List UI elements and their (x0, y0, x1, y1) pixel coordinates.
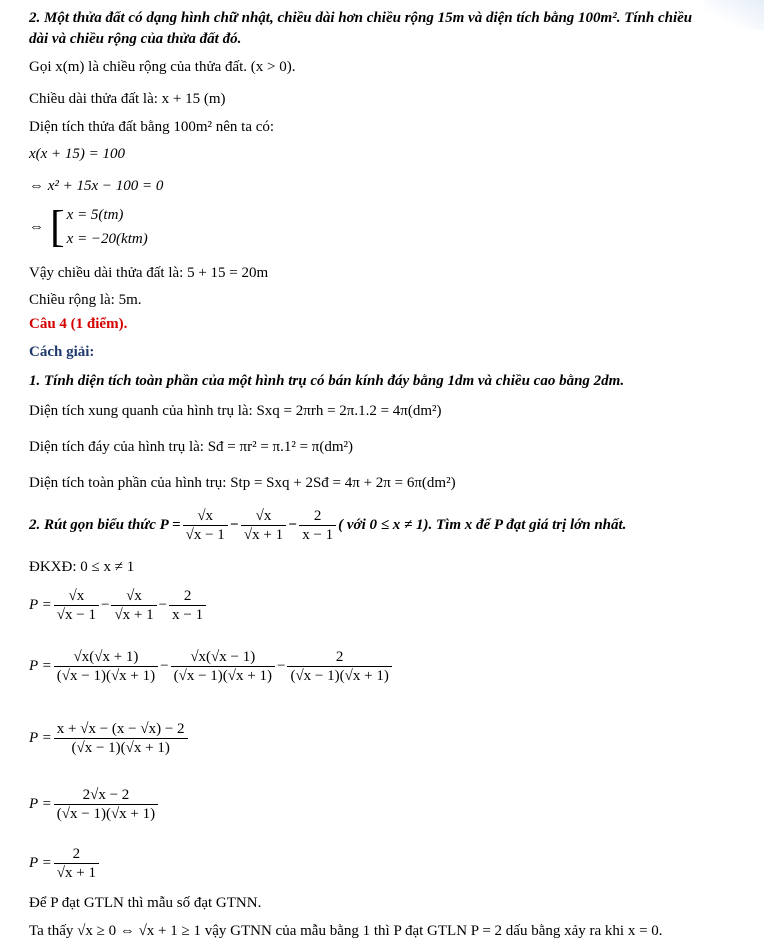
base-area: Diện tích đáy của hình trụ là: Sđ = πr² = π.1² = π(dm²) (29, 439, 354, 455)
equation-1: x(x + 15) = 100 (29, 146, 126, 162)
system-brace: [ x = 5(tm) x = −20(ktm) (50, 202, 148, 251)
result-length: Vậy chiều dài thửa đất là: 5 + 15 = 20m (29, 265, 269, 281)
conclusion-1: Để P đạt GTLN thì mẫu số đạt GTNN. (29, 895, 262, 911)
system-row-1: x = 5(tm) (66, 207, 124, 223)
question-4-heading: Câu 4 (1 điểm). (29, 316, 128, 332)
result-width: Chiều rộng là: 5m. (29, 292, 142, 308)
problem-title: 2. Một thửa đất có dạng hình chữ nhật, chiều dài hơn chiều rộng 15m và diện tích bằng 100m². Tính chiều (29, 10, 693, 26)
corner-decoration (704, 0, 764, 30)
task-2-title: 2. Rút gọn biểu thức P = $\frac{√x}{√x - 1}$ − $\frac{√x}{√x + 1}$ − $\frac{2}{x - 1}$ ( với 0 ≤ x ≠ 1). Tìm x để P đạt giá trị lớn nhất. (29, 507, 627, 543)
task-1-title: 1. Tính diện tích toàn phần của một hình trụ có bán kính đáy bằng 1dm và chiều cao bằng 2dm. (29, 373, 625, 389)
task-2-suffix: ( với 0 ≤ x ≠ 1). Tìm x để P đạt giá trị lớn nhất. (338, 517, 627, 533)
step-length: Chiều dài thửa đất là: x + 15 (m) (29, 91, 226, 107)
method-heading: Cách giải: (29, 344, 95, 360)
frac-a: $\frac{√x}{√x - 1}$ (183, 508, 228, 543)
equiv-symbol: ⇔ (29, 219, 44, 235)
step-p1: P = $\frac{√x}{√x - 1}$ − $\frac{√x}{√x + 1}$ − $\frac{2}{x - 1}$ (29, 583, 208, 627)
conclusion-2: Ta thấy √x ≥ 0 ⇔ √x + 1 ≥ 1 vậy GTNN của mẫu bằng 1 thì P đạt GTLN P = 2 dấu bằng xảy ra khi x = 0. (29, 923, 663, 939)
step-p4: P = $\frac{2√x - 2}{(√x - 1)(√x + 1)}$ (29, 780, 160, 828)
lateral-area: Diện tích xung quanh của hình trụ là: Sxq = 2πrh = 2π.1.2 = 4π(dm²) (29, 403, 442, 419)
step-area: Diện tích thửa đất bằng 100m² nên ta có: (29, 119, 275, 135)
step-p2: P = $\frac{√x(√x + 1)}{(√x - 1)(√x + 1)}$ − $\frac{√x(√x - 1)}{(√x - 1)(√x + 1)}$ − $\frac{2}{(√x - 1)(√x + 1)}$ (29, 642, 394, 690)
total-area: Diện tích toàn phần của hình trụ: Stp = Sxq + 2Sđ = 4π + 2π = 6π(dm²) (29, 475, 456, 491)
domain-condition: ĐKXĐ: 0 ≤ x ≠ 1 (29, 559, 135, 575)
step-p3: P = $\frac{x + √x - (x - √x) - 2}{(√x - 1)(√x + 1)}$ (29, 714, 190, 762)
system-row-2: x = −20(ktm) (66, 231, 148, 247)
equation-2: ⇔ x² + 15x − 100 = 0 (29, 178, 164, 194)
equation-system (29, 202, 148, 252)
task-2-prefix: 2. Rút gọn biểu thức P = (29, 517, 181, 533)
frac-c: $\frac{2}{x - 1}$ (299, 508, 336, 543)
problem-title-cont: dài và chiều rộng của thửa đất đó. (29, 31, 242, 47)
frac-b: $\frac{√x}{√x + 1}$ (241, 508, 286, 543)
step-p5: P = $\frac{2}{√x + 1}$ (29, 842, 101, 884)
step-let: Gọi x(m) là chiều rộng của thửa đất. (x > 0). (29, 59, 296, 75)
